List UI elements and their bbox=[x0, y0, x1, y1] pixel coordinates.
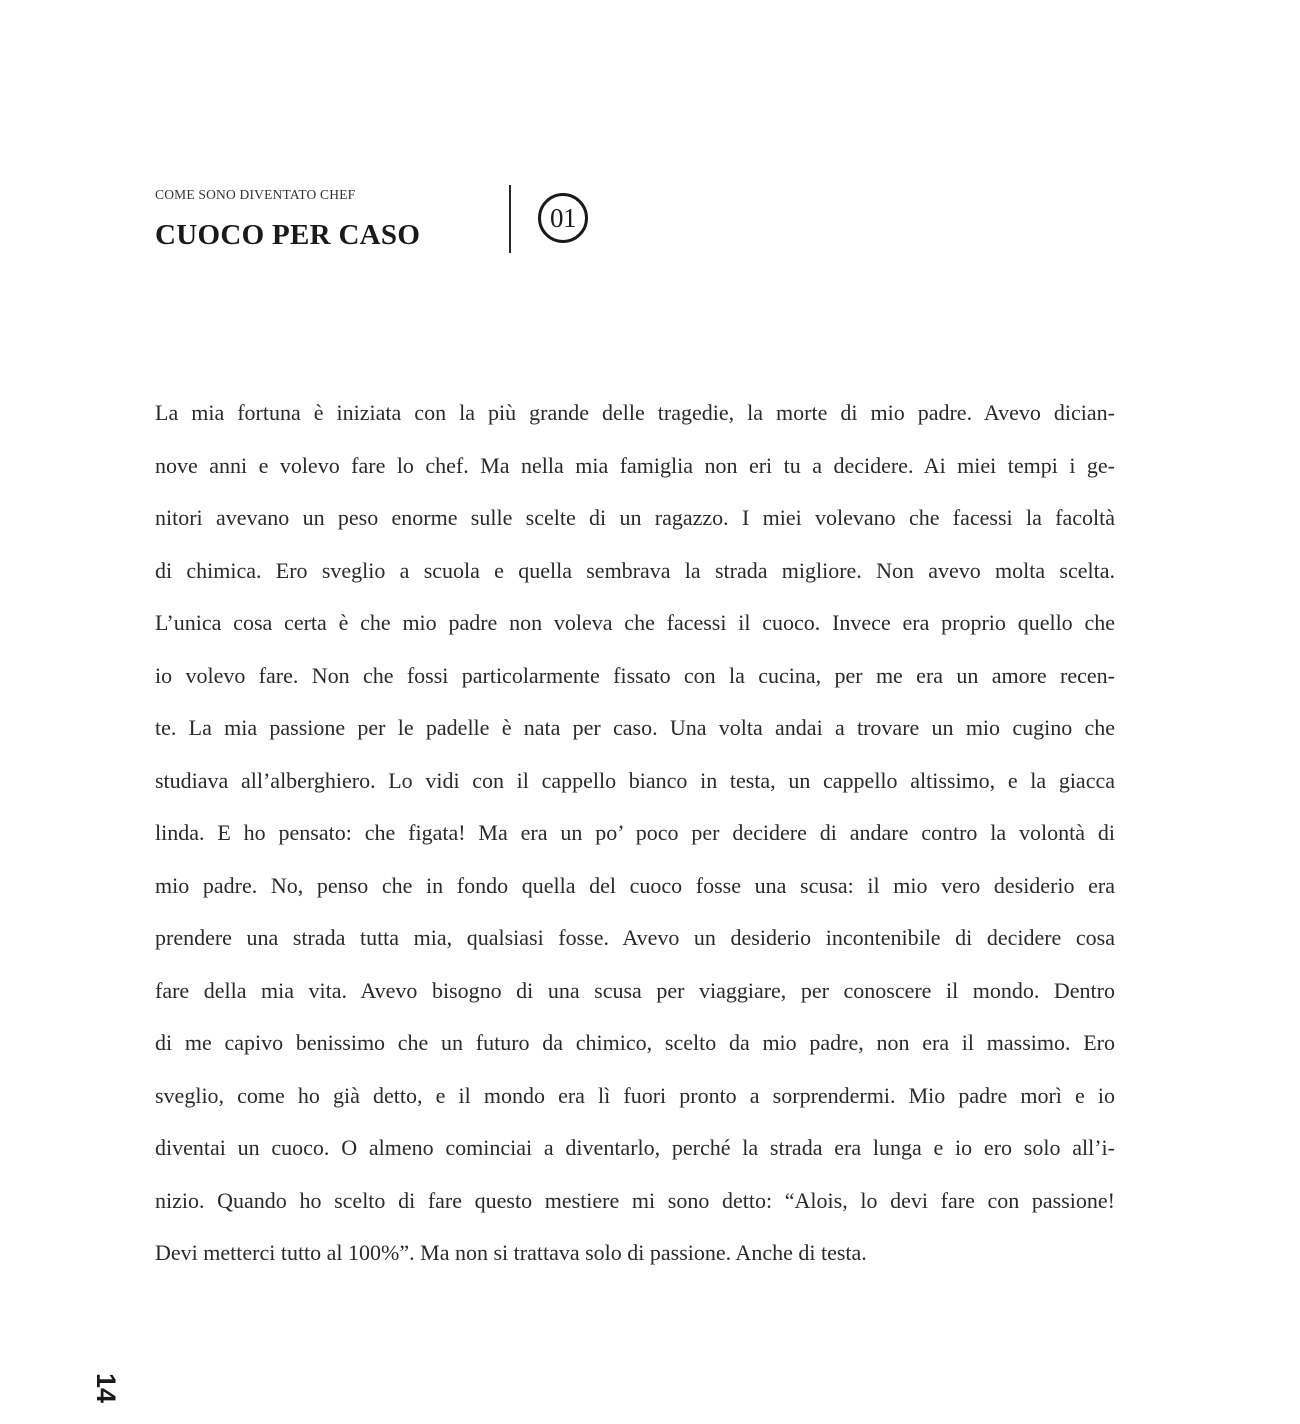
body-line: Devi metterci tutto al 100%”. Ma non si trattava solo di passione. Anche di testa. bbox=[155, 1240, 867, 1265]
body-text bbox=[155, 393, 1115, 1286]
body-line: nizio. Quando ho scelto di fare questo mestiere mi sono detto: “Alois, lo devi fare con passione! bbox=[155, 1187, 1115, 1213]
chapter-number-badge: 01 bbox=[538, 193, 588, 243]
chapter-header bbox=[155, 185, 755, 255]
body-line: di chimica. Ero sveglio a scuola e quella sembrava la strada migliore. Non avevo molta scelta. bbox=[155, 557, 1115, 583]
body-line: studiava all’alberghiero. Lo vidi con il cappello bianco in testa, un cappello altissimo, e la giacca bbox=[155, 767, 1115, 793]
chapter-title: CUOCO PER CASO bbox=[155, 219, 421, 251]
body-line: L’unica cosa certa è che mio padre non voleva che facessi il cuoco. Invece era proprio quello che bbox=[155, 610, 1115, 635]
body-line: te. La mia passione per le padelle è nata per caso. Una volta andai a trovare un mio cugino che bbox=[155, 715, 1115, 740]
header-divider bbox=[509, 185, 511, 253]
chapter-kicker: COME SONO DIVENTATO CHEF bbox=[155, 187, 356, 202]
body-line: sveglio, come ho già detto, e il mondo era lì fuori pronto a sorprendermi. Mio padre morì e io bbox=[155, 1082, 1115, 1108]
page-number: 14 bbox=[91, 1372, 122, 1404]
body-line: nove anni e volevo fare lo chef. Ma nella mia famiglia non eri tu a decidere. Ai miei tempi i ge- bbox=[155, 452, 1115, 478]
body-line: linda. E ho pensato: che figata! Ma era un po’ poco per decidere di andare contro la volontà di bbox=[155, 820, 1115, 845]
body-line: La mia fortuna è iniziata con la più grande delle tragedie, la morte di mio padre. Avevo dician- bbox=[155, 400, 1115, 425]
body-line: fare della mia vita. Avevo bisogno di una scusa per viaggiare, per conoscere il mondo. Dentro bbox=[155, 977, 1115, 1003]
body-line: mio padre. No, penso che in fondo quella del cuoco fosse una scusa: il mio vero desiderio era bbox=[155, 872, 1115, 898]
body-line: nitori avevano un peso enorme sulle scelte di un ragazzo. I miei volevano che facessi la facoltà bbox=[155, 505, 1115, 530]
body-line: io volevo fare. Non che fossi particolarmente fissato con la cucina, per me era un amore recen- bbox=[155, 662, 1115, 688]
body-line: diventai un cuoco. O almeno cominciai a diventarlo, perché la strada era lunga e io ero solo all’i- bbox=[155, 1135, 1115, 1160]
body-line: di me capivo benissimo che un futuro da chimico, scelto da mio padre, non era il massimo. Ero bbox=[155, 1030, 1115, 1055]
body-line: prendere una strada tutta mia, qualsiasi fosse. Avevo un desiderio incontenibile di decidere cosa bbox=[155, 925, 1115, 950]
